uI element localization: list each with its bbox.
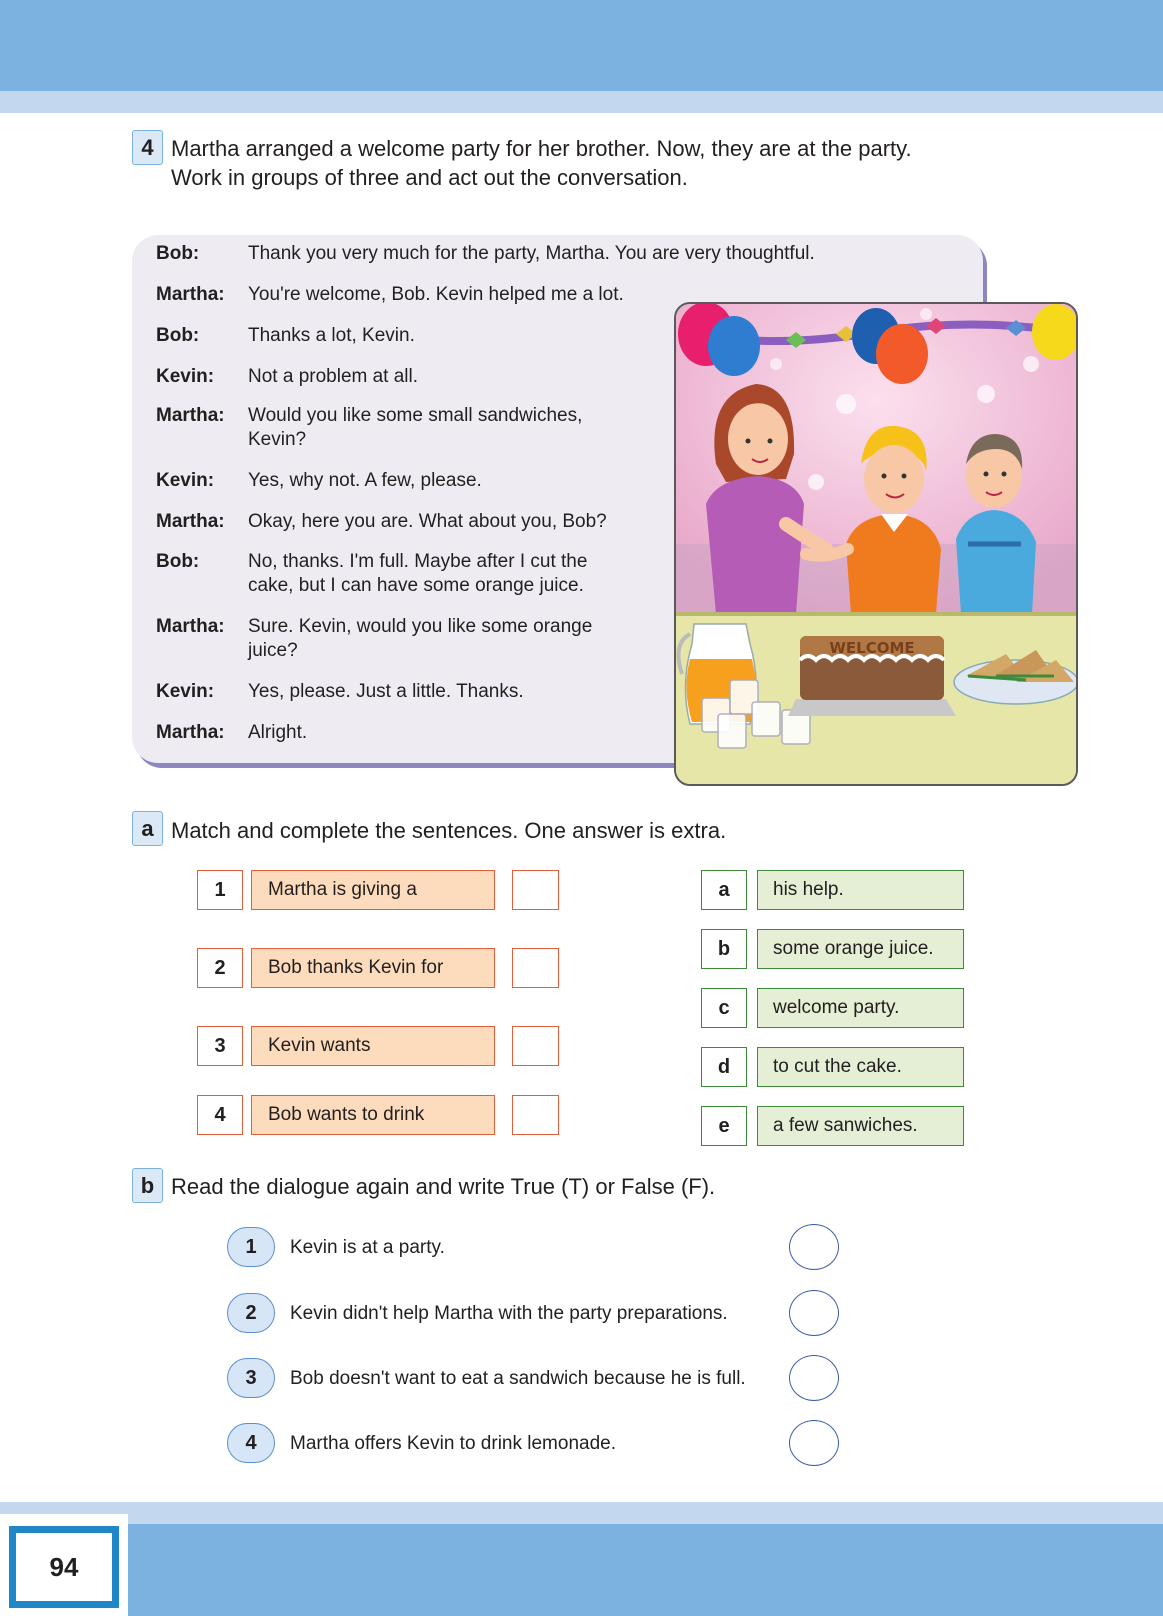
speech: Thanks a lot, Kevin. [248,325,415,346]
speech: Sure. Kevin, would you like some orange [248,616,593,637]
true-false-answer-1[interactable] [789,1224,839,1270]
speech: No, thanks. I'm full. Maybe after I cut the [248,551,588,572]
cake-sign: WELCOME [829,639,915,657]
statement-number: 2 [227,1293,275,1333]
option-letter: a [701,870,747,910]
sentence-text: Bob wants to drink [251,1095,495,1135]
statement-text: Bob doesn't want to eat a sandwich because he is full. [290,1368,746,1389]
option-letter: c [701,988,747,1028]
answer-box-3[interactable] [512,1026,559,1066]
speech: Not a problem at all. [248,366,419,387]
true-false-answer-2[interactable] [789,1290,839,1336]
speaker: Martha: [156,511,225,532]
speaker: Kevin: [156,681,215,702]
option-text: some orange juice. [757,929,964,969]
instruction-line-1: Martha arranged a welcome party for her brother. Now, they are at the party. [171,136,912,161]
true-false-answer-3[interactable] [789,1355,839,1401]
exercise-instruction [171,134,912,192]
option-letter: e [701,1106,747,1146]
statement-text: Kevin didn't help Martha with the party preparations. [290,1303,728,1324]
option-letter: d [701,1047,747,1087]
speech: Yes, why not. A few, please. [248,470,482,491]
speaker: Martha: [156,722,225,743]
answer-box-4[interactable] [512,1095,559,1135]
speech: Yes, please. Just a little. Thanks. [248,681,524,702]
speech: Thank you very much for the party, Martha. You are very thoughtful. [248,243,815,264]
statement-number: 3 [227,1358,275,1398]
page-number: 94 [9,1526,119,1608]
answer-box-1[interactable] [512,870,559,910]
sentence-text: Martha is giving a [251,870,495,910]
sentence-text: Bob thanks Kevin for [251,948,495,988]
part-a-letter: a [132,811,163,846]
instruction-line-2: Work in groups of three and act out the conversation. [171,165,688,190]
option-text: his help. [757,870,964,910]
header-band [0,0,1163,91]
statement-text: Kevin is at a party. [290,1237,445,1258]
option-text: to cut the cake. [757,1047,964,1087]
speaker: Martha: [156,616,225,637]
part-b-title: Read the dialogue again and write True (T) or False (F). [171,1174,716,1199]
speaker: Bob: [156,551,200,572]
speaker: Kevin: [156,470,215,491]
exercise-number: 4 [132,130,163,165]
speaker: Martha: [156,405,225,426]
speech: Alright. [248,722,308,743]
speaker: Bob: [156,325,200,346]
header-band-light [0,91,1163,113]
answer-box-2[interactable] [512,948,559,988]
speech: Would you like some small sandwiches, [248,405,583,426]
speaker: Martha: [156,284,225,305]
part-b-letter: b [132,1168,163,1203]
sentence-number: 3 [197,1026,243,1066]
footer-band-light [0,1502,1163,1524]
statement-text: Martha offers Kevin to drink lemonade. [290,1433,616,1454]
speaker: Bob: [156,243,200,264]
speech-continued: juice? [248,640,298,661]
true-false-answer-4[interactable] [789,1420,839,1466]
sentence-text: Kevin wants [251,1026,495,1066]
option-text: a few sanwiches. [757,1106,964,1146]
speech: You're welcome, Bob. Kevin helped me a lot. [248,284,624,305]
option-text: welcome party. [757,988,964,1028]
footer-band [0,1524,1163,1616]
statement-number: 1 [227,1227,275,1267]
sentence-number: 1 [197,870,243,910]
sentence-number: 4 [197,1095,243,1135]
speaker: Kevin: [156,366,215,387]
option-letter: b [701,929,747,969]
party-illustration [674,302,1078,786]
party-scene [676,304,1078,786]
speech: Okay, here you are. What about you, Bob? [248,511,607,532]
speech-continued: cake, but I can have some orange juice. [248,575,584,596]
sentence-number: 2 [197,948,243,988]
part-a-title: Match and complete the sentences. One answer is extra. [171,818,727,843]
statement-number: 4 [227,1423,275,1463]
speech-continued: Kevin? [248,429,307,450]
